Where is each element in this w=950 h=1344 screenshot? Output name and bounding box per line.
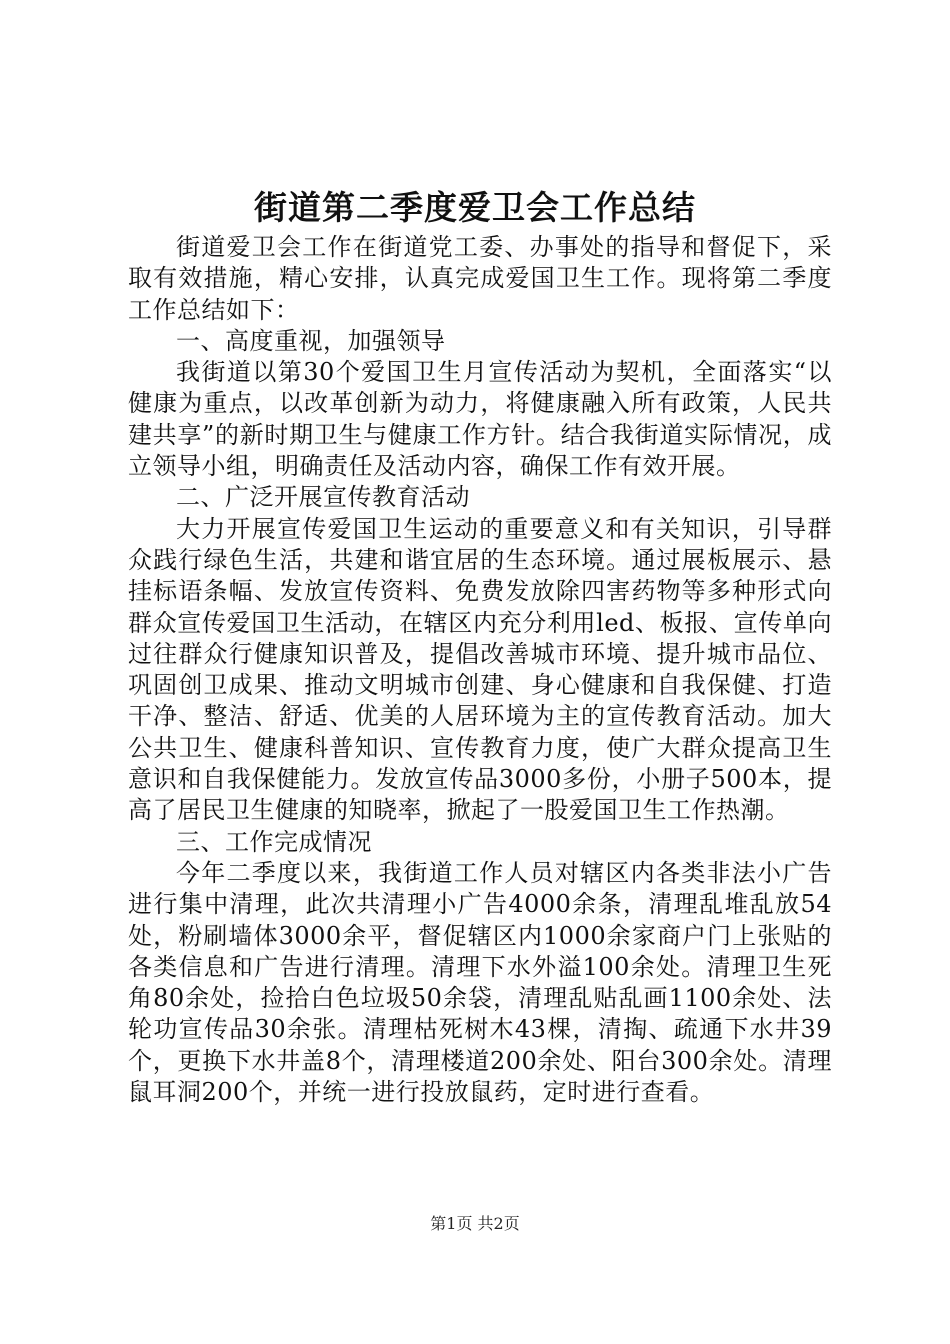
section-heading-1: 一、高度重视，加强领导 xyxy=(176,326,446,355)
section-heading-3: 三、工作完成情况 xyxy=(176,827,372,856)
section-paragraph-1: 我街道以第30个爱国卫生月宣传活动为契机，全面落实“以健康为重点，以改革创新为动力，将健康融入所有政策，人民共建共享”的新时期卫生与健康工作方针。结合我街道实际情况，成立领导小组，明确责任及活动内容，确保工作有效开展。 xyxy=(128,358,832,481)
intro-paragraph: 街道爱卫会工作在街道党工委、办事处的指导和督促下，采取有效措施，精心安排，认真完成爱国卫生工作。现将第二季度工作总结如下： xyxy=(128,233,832,324)
document-title: 街道第二季度爱卫会工作总结 xyxy=(254,188,696,227)
page-footer: 第1页 共2页 xyxy=(430,1214,520,1233)
document-body xyxy=(128,232,832,1108)
section-heading-2: 二、广泛开展宣传教育活动 xyxy=(176,483,470,512)
section-paragraph-2: 大力开展宣传爱国卫生运动的重要意义和有关知识，引导群众践行绿色生活，共建和谐宜居的生态环境。通过展板展示、悬挂标语条幅、发放宣传资料、免费发放除四害药物等多种形式向群众宣传爱国卫生活动，在辖区内充分利用led、板报、宣传单向过往群众行健康知识普及，提倡改善城市环境、提升城市品位、巩固创卫成果、推动文明城市创建、身心健康和自我保健、打造干净、整洁、舒适、优美的人居环境为主的宣传教育活动。加大公共卫生、健康科普知识、宣传教育力度，使广大群众提高卫生意识和自我保健能力。发放宣传品3000多份，小册子500本，提高了居民卫生健康的知晓率，掀起了一股爱国卫生工作热潮。 xyxy=(128,514,832,825)
section-paragraph-3: 今年二季度以来，我街道工作人员对辖区内各类非法小广告进行集中清理，此次共清理小广告4000余条，清理乱堆乱放54处，粉刷墙体3000余平，督促辖区内1000余家商户门上张贴的各类信息和广告进行清理。清理下水外溢100余处。清理卫生死角80余处，捡拾白色垃圾50余袋，清理乱贴乱画1100余处、法轮功宣传品30余张。清理枯死树木43棵，清掏、疏通下水井39个，更换下水井盖8个，清理楼道200余处、阳台300余处。清理鼠耳洞200个，并统一进行投放鼠药，定时进行查看。 xyxy=(128,858,832,1107)
